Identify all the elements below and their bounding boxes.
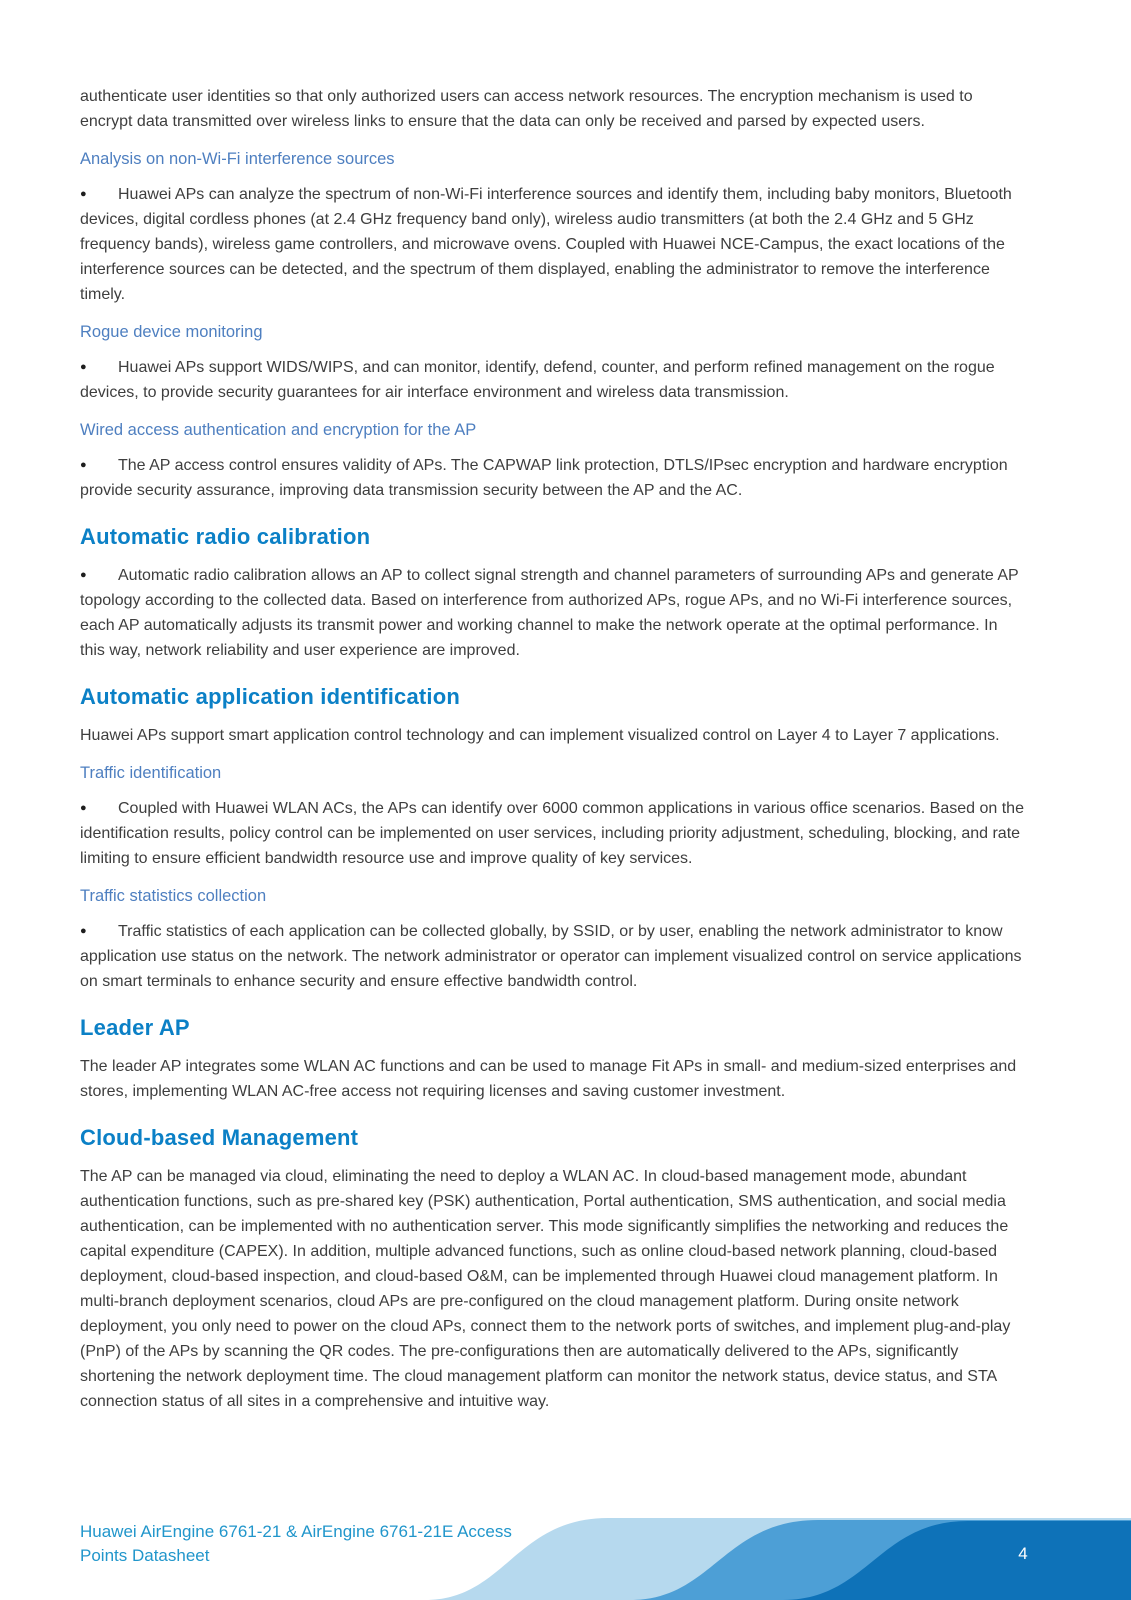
- bullet-item: [80, 355, 1024, 405]
- paragraph: Huawei APs support smart application control technology and can implement visualized control on Layer 4 to Layer 7 applications.: [80, 727, 1000, 744]
- footer-doc-title: [80, 1520, 540, 1568]
- sub-heading: Traffic identification: [80, 764, 222, 782]
- bullet-icon: ●: [80, 361, 87, 373]
- section-heading: Leader AP: [80, 1015, 190, 1040]
- bullet-item: [80, 453, 1024, 503]
- sub-heading: Wired access authentication and encryption for the AP: [80, 421, 477, 439]
- section-heading: Automatic application identification: [80, 684, 460, 709]
- sub-heading: Traffic statistics collection: [80, 887, 267, 905]
- paragraph: The leader AP integrates some WLAN AC functions and can be used to manage Fit APs in small- and medium-sized enterprises and stores, implementing WLAN AC-free access not requiring licenses and saving customer investment.: [80, 1058, 1017, 1100]
- footer-doc-title-line2: Points Datasheet: [80, 1546, 210, 1565]
- paragraph: authenticate user identities so that only authorized users can access network resources. The encryption mechanism is used to encrypt data transmitted over wireless links to ensure that the data can only be received and parsed by expected users.: [80, 88, 973, 130]
- bullet-icon: ●: [80, 802, 87, 814]
- footer-doc-title-line1: Huawei AirEngine 6761-21 & AirEngine 6761-21E Access: [80, 1522, 512, 1541]
- bullet-item: [80, 919, 1024, 994]
- section-heading: Cloud-based Management: [80, 1125, 359, 1150]
- bullet-icon: ●: [80, 188, 87, 200]
- bullet-text: Huawei APs support WIDS/WIPS, and can monitor, identify, defend, counter, and perform refined management on the rogue devices, to provide security guarantees for air interface environment and wireless data transmission.: [80, 359, 995, 401]
- bullet-icon: ●: [80, 459, 87, 471]
- page-number: 4: [1018, 1544, 1028, 1563]
- sub-heading: Analysis on non-Wi-Fi interference sources: [80, 150, 395, 168]
- section-heading: Automatic radio calibration: [80, 524, 371, 549]
- bullet-item: [80, 796, 1024, 871]
- bullet-text: Coupled with Huawei WLAN ACs, the APs can identify over 6000 common applications in various office scenarios. Based on the identification results, policy control can be implemented on user services, including priority adjustment, scheduling, blocking, and rate limiting to ensure efficient bandwidth resource use and improve quality of key services.: [80, 800, 1024, 867]
- page-content: [80, 84, 1024, 1426]
- bullet-text: Huawei APs can analyze the spectrum of non-Wi-Fi interference sources and identify them, including baby monitors, Bluetooth devices, digital cordless phones (at 2.4 GHz frequency band only), wireless audio transmitters (at both the 2.4 GHz and 5 GHz frequency bands), wireless game controllers, and microwave ovens. Coupled with Huawei NCE-Campus, the exact locations of the interference sources can be detected, and the spectrum of them displayed, enabling the administrator to remove the interference timely.: [80, 186, 1012, 303]
- bullet-text: The AP access control ensures validity of APs. The CAPWAP link protection, DTLS/IPsec encryption and hardware encryption provide security assurance, improving data transmission security between the AP and the AC.: [80, 457, 1008, 499]
- bullet-item: [80, 563, 1024, 663]
- bullet-icon: ●: [80, 569, 87, 581]
- bullet-text: Traffic statistics of each application can be collected globally, by SSID, or by user, enabling the network administrator to know application use status on the network. The network administrator or operator can implement visualized control on service applications on smart terminals to enhance security and ensure effective bandwidth control.: [80, 923, 1022, 990]
- sub-heading: Rogue device monitoring: [80, 323, 263, 341]
- bullet-item: [80, 182, 1024, 307]
- bullet-text: Automatic radio calibration allows an AP to collect signal strength and channel parameters of surrounding APs and generate AP topology according to the collected data. Based on interference from authorized APs, rogue APs, and no Wi-Fi interference sources, each AP automatically adjusts its transmit power and working channel to make the network operate at the optimal performance. In this way, network reliability and user experience are improved.: [80, 567, 1019, 659]
- bullet-icon: ●: [80, 925, 87, 937]
- paragraph: The AP can be managed via cloud, eliminating the need to deploy a WLAN AC. In cloud-based management mode, abundant authentication functions, such as pre-shared key (PSK) authentication, Portal authentication, SMS authentication, and social media authentication, can be implemented with no authentication server. This mode significantly simplifies the networking and reduces the capital expenditure (CAPEX). In addition, multiple advanced functions, such as online cloud-based network planning, cloud-based deployment, cloud-based inspection, and cloud-based O&M, can be implemented through Huawei cloud management platform. In multi-branch deployment scenarios, cloud APs are pre-configured on the cloud management platform. During onsite network deployment, you only need to power on the cloud APs, connect them to the network ports of switches, and implement plug-and-play (PnP) of the APs by scanning the QR codes. The pre-configurations then are automatically delivered to the APs, significantly shortening the network deployment time. The cloud management platform can monitor the network status, device status, and STA connection status of all sites in a comprehensive and intuitive way.: [80, 1168, 1011, 1410]
